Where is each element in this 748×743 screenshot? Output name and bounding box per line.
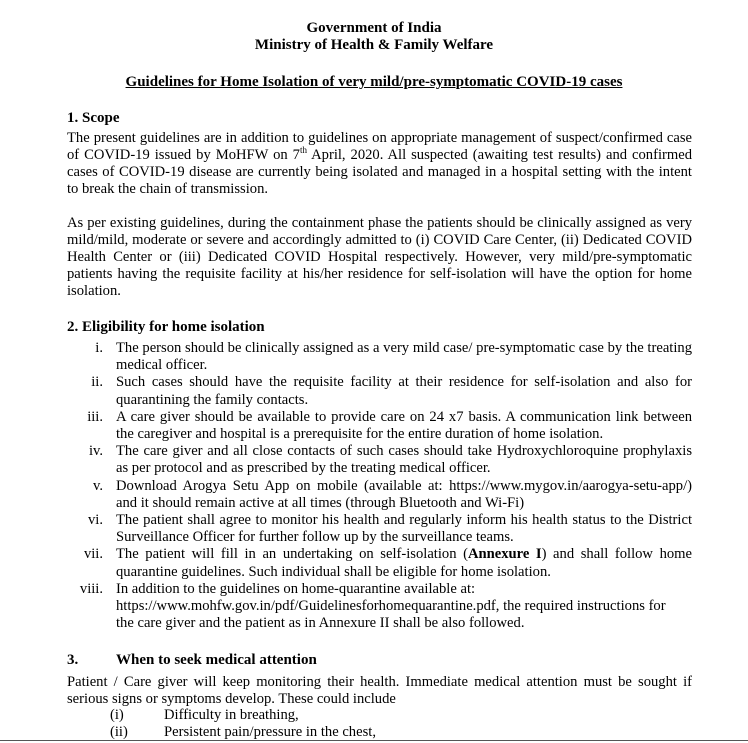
list-item: iii. A care giver should be available to provide care on 24 x7 basis. A communication link between the caregiver and hospital is a prerequisite for the entire duration of home isolation. [87,408,692,443]
section-heading: 1. Scope [67,110,120,126]
list-item: iv. The care giver and all close contacts of such cases should take Hydroxychloroquine prophylaxis as per protocol and as prescribed by the treating medical officer. [88,443,692,477]
list-item: (ii) Persistent pain/pressure in the chest, [110,724,376,741]
section-medical-attention [67,652,692,708]
list-item: vi. The patient shall agree to monitor his health and regularly inform his health status to the District Surveillance Officer for further follow up by the surveillance teams. [88,512,692,546]
header-block [0,20,748,54]
list-item: vii. The patient will fill in an undertaking on self-isolation (Annexure I) and shall follow home quarantine guidelines. Such individual shall be eligible for home isolation. [83,546,692,580]
section-number: 3. [67,652,79,668]
scope-paragraph-2: As per existing guidelines, during the containment phase the patients should be clinically assigned as very mild/mild, moderate or severe and accordingly admitted to (i) COVID Care Center, (ii) Dedicated COVID Health Center or (iii) Dedicated COVID Hospital respectively. However, very mild/pre-symptomatic patients having the requisite facility at his/her residence for self-isolation will have the option for home isolation. [67,215,692,299]
ministry-line: Ministry of Health & Family Welfare [254,37,494,53]
medical-attention-paragraph: Patient / Care giver will keep monitoring their health. Immediate medical attention must be sought if serious signs or symptoms develop. These could include [67,674,692,707]
page-bottom-rule [0,740,748,741]
list-item: v. Download Arogya Setu App on mobile (available at: https://www.mygov.in/aarogya-setu-app/) and it should remain active at all times (through Bluetooth and Wi-Fi) [93,477,692,511]
section-eligibility-heading-wrap [67,319,692,336]
document-title: Guidelines for Home Isolation of very mild/pre-symptomatic COVID-19 cases [125,74,623,90]
section-scope [67,110,692,300]
guidelines-url: https://www.mohfw.gov.in/pdf/Guidelinesforhomequarantine.pdf, the required instructions for [116,598,666,615]
list-item: (i) Difficulty in breathing, [110,707,299,723]
scope-paragraph-1: The present guidelines are in addition to guidelines on appropriate management of suspect/confirmed case of COVID-19 issued by MoHFW on 7th April, 2020. All suspected (awaiting test results) and confirmed cases of COVID-19 disease are currently being isolated and managed in a hospital setting with the intent to break the chain of transmission. [67,130,692,197]
section-heading: When to seek medical attention [116,652,317,668]
eligibility-list [67,340,692,632]
symptom-list [110,707,735,741]
section-heading: 2. Eligibility for home isolation [67,319,265,335]
list-item: i. The person should be clinically assigned as a very mild case/ pre-symptomatic case by the treating medical officer. [95,340,692,374]
government-line: Government of India [306,20,442,36]
list-item: ii. Such cases should have the requisite facility at their residence for self-isolation and also for quarantining the family contacts. [91,374,692,408]
list-item: viii. In addition to the guidelines on home-quarantine available at: https://www.mohfw.gov.in/pdf/Guidelinesforhomequarantine.pdf, the required instructions for the care giver and the patient as in Annexure II shall be also followed. [67,581,692,633]
annexure-1-ref: Annexure I [467,546,542,563]
